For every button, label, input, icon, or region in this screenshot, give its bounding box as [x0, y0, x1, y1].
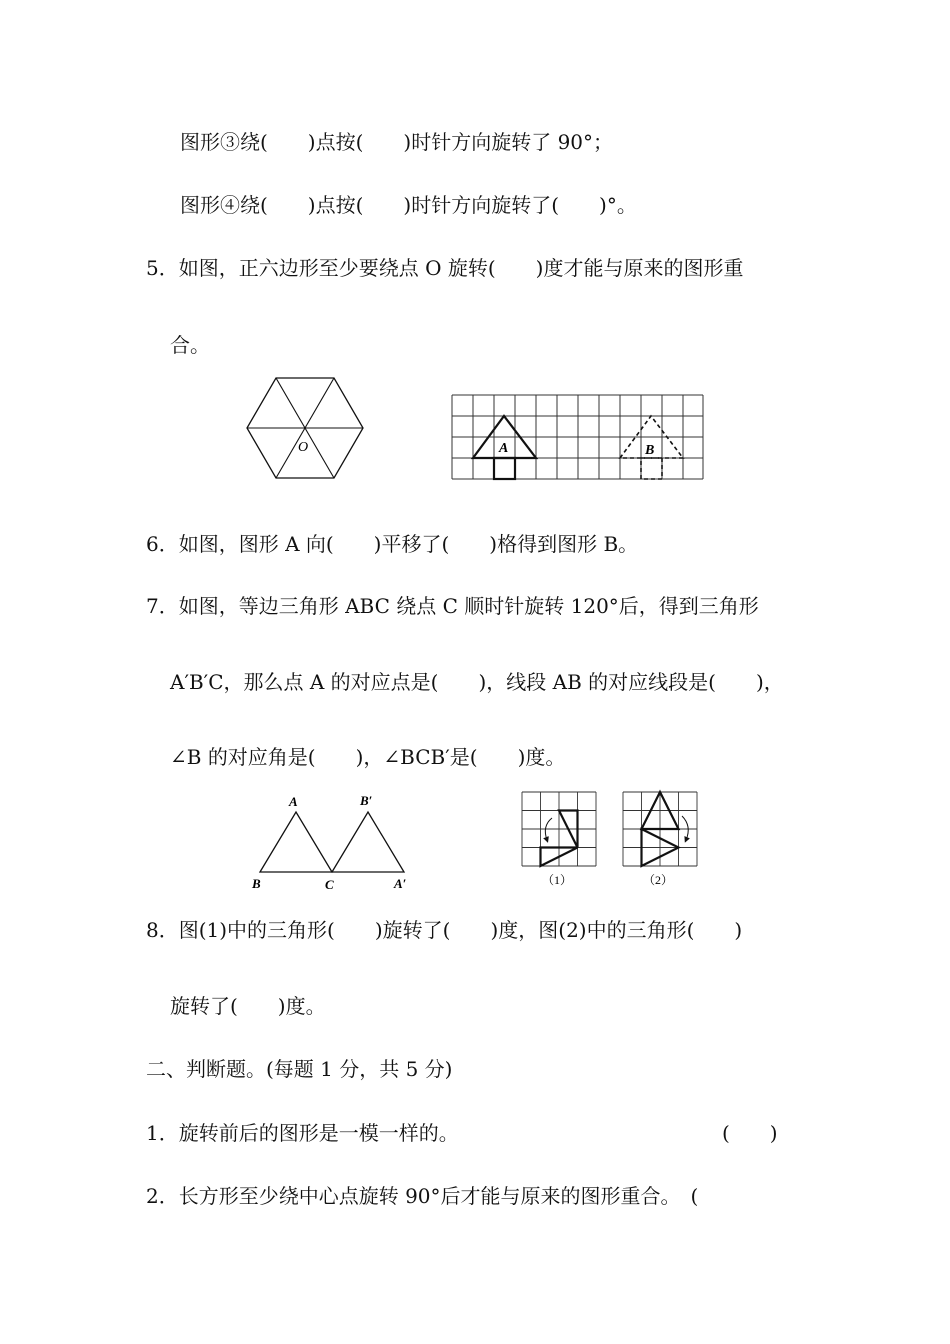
question-5-line-1: 5．如图，正六边形至少要绕点 O 旋转( )度才能与原来的图形重	[146, 256, 744, 280]
shape-a-label: A	[499, 441, 509, 456]
label-a: A	[289, 794, 298, 809]
triangle-a1b1c	[332, 812, 404, 872]
rotation-grid-1	[522, 792, 596, 866]
text-line-1: 图形③绕( )点按( )时针方向旋转了 90°；	[180, 130, 614, 154]
triangles-figure	[248, 788, 418, 894]
caption-1: （1）	[542, 873, 573, 887]
label-b-prime: B′	[360, 793, 373, 808]
question-8-line-2: 旋转了( )度。	[170, 994, 326, 1018]
caption-2: （2）	[643, 873, 674, 887]
label-a-prime: A′	[394, 876, 407, 891]
question-8-line-1: 8．图(1)中的三角形( )旋转了( )度，图(2)中的三角形( )	[146, 918, 743, 942]
question-7-line-1: 7．如图，等边三角形 ABC 绕点 C 顺时针旋转 120°后，得到三角形	[146, 594, 759, 618]
label-c: C	[325, 877, 334, 892]
question-5-line-2: 合。	[170, 333, 210, 357]
section-2-heading: 二、判断题。(每题 1 分，共 5 分)	[146, 1057, 453, 1081]
hexagon-figure	[240, 372, 370, 484]
rotation-arrow-2	[682, 816, 688, 840]
question-7-line-2: A′B′C，那么点 A 的对应点是( )，线段 AB 的对应线段是( )，	[170, 670, 784, 694]
text-line-2: 图形④绕( )点按( )时针方向旋转了( )°。	[180, 193, 637, 217]
label-b: B	[252, 876, 261, 891]
shape-b-label: B	[645, 443, 655, 458]
judge-question-2: 2．长方形至少绕中心点旋转 90°后才能与原来的图形重合。 (	[146, 1184, 699, 1208]
question-6: 6．如图，图形 A 向( )平移了( )格得到图形 B。	[146, 532, 639, 556]
question-7-line-3: ∠B 的对应角是( )，∠BCB′是( )度。	[170, 745, 566, 769]
judge-answer-paren-1: ( )	[722, 1121, 778, 1145]
rotation-figures	[516, 788, 706, 894]
grid-translation-figure	[448, 392, 708, 484]
hexagon-center-label: O	[298, 440, 309, 455]
triangle-abc	[260, 812, 332, 872]
judge-question-1: 1．旋转前后的图形是一模一样的。	[146, 1121, 459, 1145]
